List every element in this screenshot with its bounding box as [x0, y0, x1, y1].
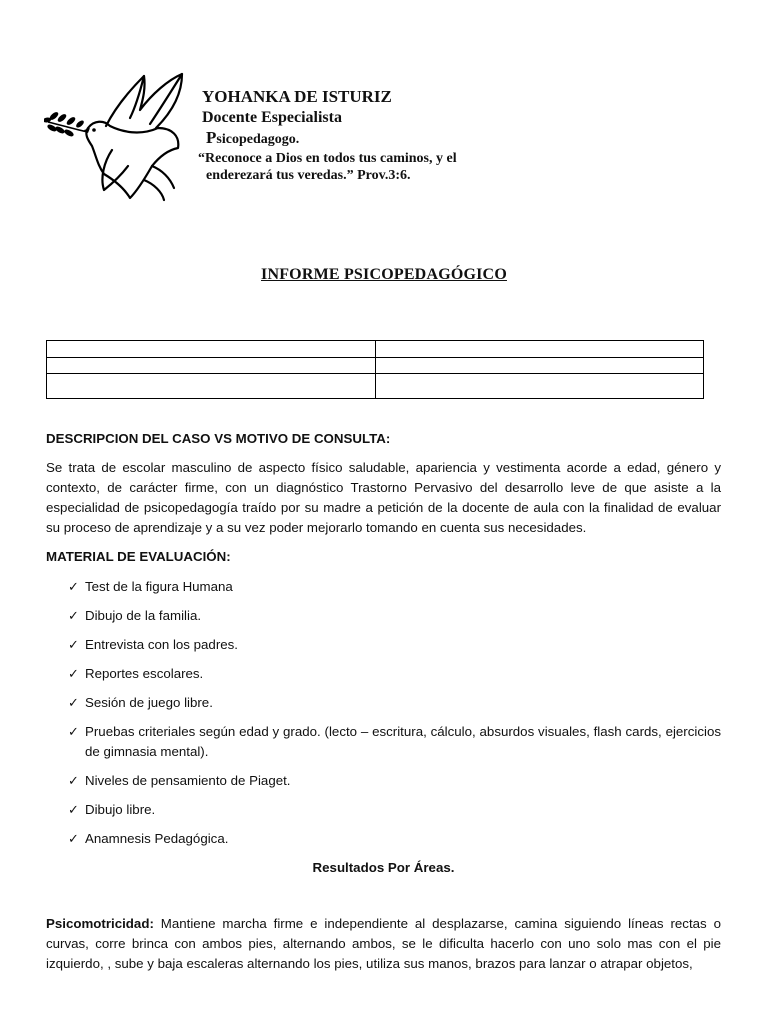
table-cell	[376, 341, 704, 358]
checkmark-icon: ✓	[68, 724, 79, 739]
bible-verse-line-2: enderezará tus veredas.” Prov.3:6.	[206, 168, 411, 183]
list-item: ✓ Dibujo libre.	[46, 800, 721, 820]
materials-list	[46, 577, 721, 849]
bible-verse-line-1: “Reconoce a Dios en todos tus caminos, y el	[198, 151, 457, 166]
list-item: ✓ Pruebas criteriales según edad y grado. (lecto – escritura, cálculo, absurdos visuales, flash cards, ejercicios de gimnasia mental).	[68, 724, 721, 759]
table-cell	[376, 358, 704, 374]
list-item: ✓ Test de la figura Humana	[46, 577, 721, 597]
dove-with-olive-branch-icon	[44, 70, 194, 202]
table-cell	[376, 374, 704, 399]
psychomotor-label: Psicomotricidad:	[46, 916, 154, 931]
document-title: INFORME PSICOPEDAGÓGICO	[261, 266, 507, 283]
table-cell	[47, 358, 376, 374]
case-description: Se trata de escolar masculino de aspecto físico saludable, apariencia y vestimenta acorde a edad, género y contexto, de carácter firme, con un diagnóstico Trastorno Pervasivo del desarrollo leve de que asiste a la especialidad de psicopedagogía traído por su madre a petición de la docente de aula con la finalidad de evaluar su proceso de aprendizaje y a su vez poder mejorarlo tomando en cuenta sus necesidades.	[46, 460, 721, 535]
checkmark-icon: ✓	[68, 579, 79, 594]
author-role: Docente Especialista	[202, 109, 342, 126]
list-item: ✓ Anamnesis Pedagógica.	[46, 829, 721, 849]
table-cell	[47, 341, 376, 358]
materials-heading: MATERIAL DE EVALUACIÓN:	[46, 549, 231, 564]
list-item: ✓ Dibujo de la familia.	[46, 606, 721, 626]
list-item: ✓ Sesión de juego libre.	[46, 693, 721, 713]
letterhead	[196, 86, 457, 184]
author-profession	[206, 128, 457, 150]
profession-rest: sicopedagogo.	[216, 132, 300, 147]
report-body	[46, 429, 721, 974]
checkmark-icon: ✓	[68, 695, 79, 710]
student-info-table	[46, 340, 704, 399]
checkmark-icon: ✓	[68, 831, 79, 846]
case-heading: DESCRIPCION DEL CASO VS MOTIVO DE CONSULTA:	[46, 431, 391, 446]
psychomotor-paragraph	[46, 914, 721, 974]
checkmark-icon: ✓	[68, 666, 79, 681]
author-name: YOHANKA DE ISTURIZ	[202, 87, 392, 106]
checkmark-icon: ✓	[68, 773, 79, 788]
checkmark-icon: ✓	[68, 637, 79, 652]
profession-initial: P	[206, 128, 217, 147]
psychomotor-text: Mantiene marcha firme e independiente al desplazarse, camina siguiendo líneas rectas o curvas, corre brinca con ambos pies, alternando ambos, se le dificulta hacerlo con uno solo mas con el pie izquierdo, , sube y baja escaleras alternando los pies, utiliza sus manos, brazos para lanzar o atrapar objetos,	[46, 916, 721, 971]
results-heading: Resultados Por Áreas.	[312, 860, 455, 875]
table-cell	[47, 374, 376, 399]
checkmark-icon: ✓	[68, 608, 79, 623]
list-item: ✓ Reportes escolares.	[46, 664, 721, 684]
list-item: ✓ Entrevista con los padres.	[46, 635, 721, 655]
checkmark-icon: ✓	[68, 802, 79, 817]
list-item: ✓ Niveles de pensamiento de Piaget.	[46, 771, 721, 791]
